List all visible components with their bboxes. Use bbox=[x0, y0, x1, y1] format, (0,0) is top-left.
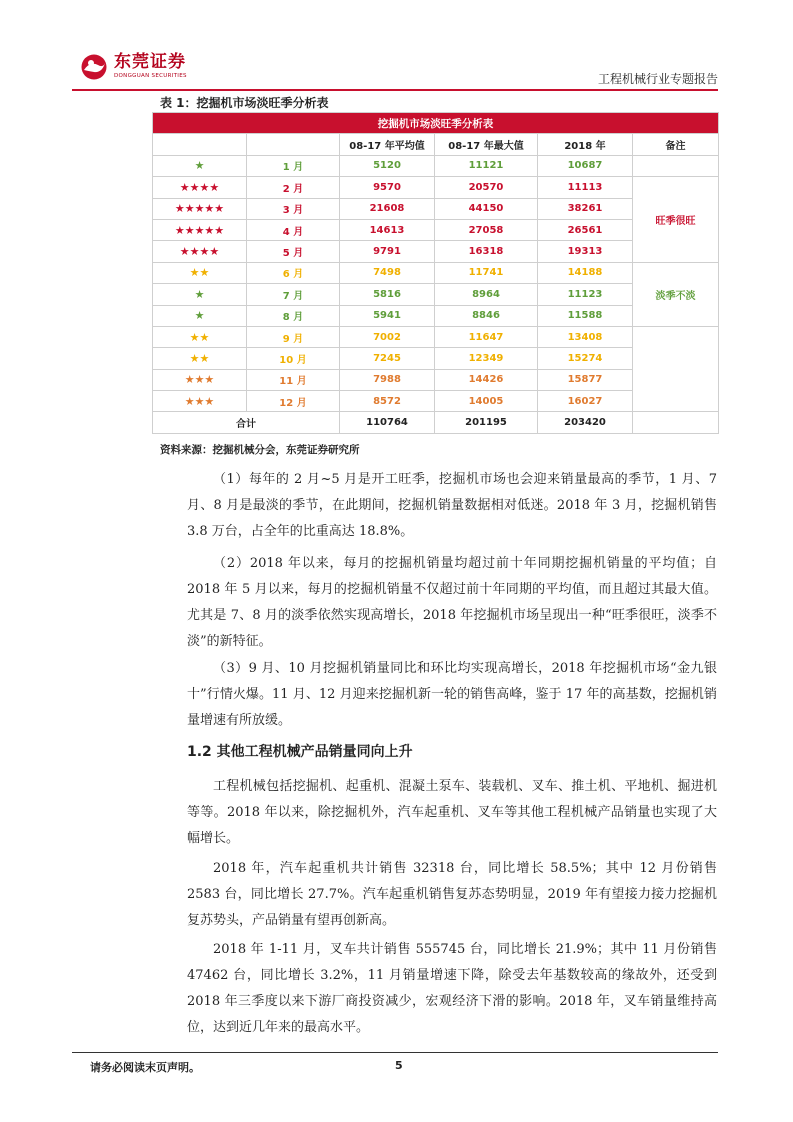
star-rating: ★★★ bbox=[153, 391, 247, 412]
header-stars bbox=[153, 134, 247, 155]
logo-mark-icon bbox=[80, 53, 108, 81]
max-cell: 12349 bbox=[435, 348, 538, 369]
month-cell: 3 月 bbox=[247, 198, 340, 219]
month-cell: 9 月 bbox=[247, 326, 340, 347]
y2018-cell: 10687 bbox=[538, 155, 633, 176]
avg-cell: 7988 bbox=[340, 369, 435, 390]
avg-cell: 5816 bbox=[340, 284, 435, 305]
total-2018: 203420 bbox=[538, 412, 633, 433]
month-cell: 12 月 bbox=[247, 391, 340, 412]
star-rating: ★★★★★ bbox=[153, 198, 247, 219]
footer-divider bbox=[72, 1052, 718, 1053]
table-row bbox=[153, 177, 719, 198]
avg-cell: 7245 bbox=[340, 348, 435, 369]
note-off-season: 淡季不淡 bbox=[633, 262, 719, 326]
month-cell: 1 月 bbox=[247, 155, 340, 176]
month-cell: 2 月 bbox=[247, 177, 340, 198]
star-rating: ★★ bbox=[153, 262, 247, 283]
star-rating: ★★★★ bbox=[153, 177, 247, 198]
y2018-cell: 15274 bbox=[538, 348, 633, 369]
table-row bbox=[153, 326, 719, 347]
page-header bbox=[72, 48, 718, 90]
month-cell: 6 月 bbox=[247, 262, 340, 283]
paragraph-4: 工程机械包括挖掘机、起重机、混凝土泵车、装载机、叉车、推土机、平地机、掘进机等等。2018 年以来，除挖掘机外，汽车起重机、叉车等其他工程机械产品销量也实现了大幅增长。 bbox=[187, 779, 717, 846]
table-row bbox=[153, 155, 719, 176]
y2018-cell: 11113 bbox=[538, 177, 633, 198]
max-cell: 8964 bbox=[435, 284, 538, 305]
star-rating: ★ bbox=[153, 305, 247, 326]
paragraph-5: 2018 年，汽车起重机共计销售 32318 台，同比增长 58.5%；其中 12 月份销售 2583 台，同比增长 27.7%。汽车起重机销售复苏态势明显，2019 年有望接力接力挖掘机复苏势头，产品销量有望再创新高。 bbox=[187, 861, 717, 928]
month-cell: 10 月 bbox=[247, 348, 340, 369]
star-rating: ★★ bbox=[153, 326, 247, 347]
avg-cell: 5120 bbox=[340, 155, 435, 176]
max-cell: 11121 bbox=[435, 155, 538, 176]
max-cell: 27058 bbox=[435, 219, 538, 240]
max-cell: 14426 bbox=[435, 369, 538, 390]
avg-cell: 8572 bbox=[340, 391, 435, 412]
avg-cell: 9791 bbox=[340, 241, 435, 262]
star-rating: ★★★ bbox=[153, 369, 247, 390]
y2018-cell: 19313 bbox=[538, 241, 633, 262]
header-month bbox=[247, 134, 340, 155]
table-caption: 表 1：挖掘机市场淡旺季分析表 bbox=[160, 96, 329, 110]
star-rating: ★★ bbox=[153, 348, 247, 369]
logo-english-name: DONGGUAN SECURITIES bbox=[114, 73, 187, 80]
header-2018: 2018 年 bbox=[538, 134, 633, 155]
star-rating: ★ bbox=[153, 284, 247, 305]
y2018-cell: 26561 bbox=[538, 219, 633, 240]
header-max: 08-17 年最大值 bbox=[435, 134, 538, 155]
table-total-row bbox=[153, 412, 719, 433]
table-title: 挖掘机市场淡旺季分析表 bbox=[153, 113, 719, 134]
total-label: 合计 bbox=[153, 412, 340, 433]
y2018-cell: 16027 bbox=[538, 391, 633, 412]
avg-cell: 7498 bbox=[340, 262, 435, 283]
y2018-cell: 13408 bbox=[538, 326, 633, 347]
header-note: 备注 bbox=[633, 134, 719, 155]
y2018-cell: 38261 bbox=[538, 198, 633, 219]
total-avg: 110764 bbox=[340, 412, 435, 433]
note-cell-empty bbox=[633, 412, 719, 433]
page-number: 5 bbox=[395, 1059, 403, 1072]
y2018-cell: 11123 bbox=[538, 284, 633, 305]
header-avg: 08-17 年平均值 bbox=[340, 134, 435, 155]
y2018-cell: 15877 bbox=[538, 369, 633, 390]
avg-cell: 9570 bbox=[340, 177, 435, 198]
month-cell: 5 月 bbox=[247, 241, 340, 262]
max-cell: 44150 bbox=[435, 198, 538, 219]
logo-chinese-name: 东莞证券 bbox=[114, 52, 186, 73]
table-header-row bbox=[153, 134, 719, 155]
paragraph-2: （2）2018 年以来，每月的挖掘机销量均超过前十年同期挖掘机销量的平均值；自 2018 年 5 月以来，每月的挖掘机销量不仅超过前十年同期的平均值，而且超过其最大值。尤其是 7、8 月的淡季依然实现高增长，2018 年挖掘机市场呈现出一种“旺季很旺，淡季不淡”的新特征。 bbox=[187, 556, 717, 649]
month-cell: 8 月 bbox=[247, 305, 340, 326]
table-source: 资料来源：挖掘机械分会，东莞证券研究所 bbox=[160, 444, 360, 456]
month-cell: 11 月 bbox=[247, 369, 340, 390]
excavator-season-table bbox=[152, 112, 719, 434]
paragraph-6: 2018 年 1-11 月，叉车共计销售 555745 台，同比增长 21.9%；其中 11 月份销售 47462 台，同比增长 3.2%，11 月销量增速下降，除受去年基数较高的缘故外，还受到 2018 年三季度以来下游厂商投资减少，宏观经济下滑的影响。2018 年，叉车销量维持高位，达到近几年来的最高水平。 bbox=[187, 942, 717, 1035]
section-title: 1.2 其他工程机械产品销量同向上升 bbox=[187, 744, 413, 760]
table-row bbox=[153, 262, 719, 283]
avg-cell: 7002 bbox=[340, 326, 435, 347]
y2018-cell: 14188 bbox=[538, 262, 633, 283]
month-cell: 4 月 bbox=[247, 219, 340, 240]
star-rating: ★★★★★ bbox=[153, 219, 247, 240]
note-cell-empty bbox=[633, 326, 719, 412]
max-cell: 20570 bbox=[435, 177, 538, 198]
company-logo bbox=[80, 50, 187, 84]
paragraph-1: （1）每年的 2 月~5 月是开工旺季，挖掘机市场也会迎来销量最高的季节，1 月、7 月、8 月是最淡的季节，在此期间，挖掘机销量数据相对低迷。2018 年 3 月，挖掘机销售 3.8 万台，占全年的比重高达 18.8%。 bbox=[187, 472, 717, 539]
max-cell: 16318 bbox=[435, 241, 538, 262]
avg-cell: 21608 bbox=[340, 198, 435, 219]
footer-disclaimer: 请务必阅读末页声明。 bbox=[90, 1061, 200, 1074]
max-cell: 14005 bbox=[435, 391, 538, 412]
month-cell: 7 月 bbox=[247, 284, 340, 305]
y2018-cell: 11588 bbox=[538, 305, 633, 326]
max-cell: 11741 bbox=[435, 262, 538, 283]
table-title-row bbox=[153, 113, 719, 134]
note-peak-season: 旺季很旺 bbox=[633, 177, 719, 263]
max-cell: 8846 bbox=[435, 305, 538, 326]
max-cell: 11647 bbox=[435, 326, 538, 347]
star-rating: ★ bbox=[153, 155, 247, 176]
total-max: 201195 bbox=[435, 412, 538, 433]
paragraph-3: （3）9 月、10 月挖掘机销量同比和环比均实现高增长，2018 年挖掘机市场“金九银十”行情火爆。11 月、12 月迎来挖掘机新一轮的销售高峰，鉴于 17 年的高基数，挖掘机销量增速有所放缓。 bbox=[187, 661, 717, 728]
star-rating: ★★★★ bbox=[153, 241, 247, 262]
avg-cell: 5941 bbox=[340, 305, 435, 326]
note-cell-empty bbox=[633, 155, 719, 176]
avg-cell: 14613 bbox=[340, 219, 435, 240]
header-divider bbox=[72, 89, 718, 91]
report-title: 工程机械行业专题报告 bbox=[597, 72, 718, 86]
